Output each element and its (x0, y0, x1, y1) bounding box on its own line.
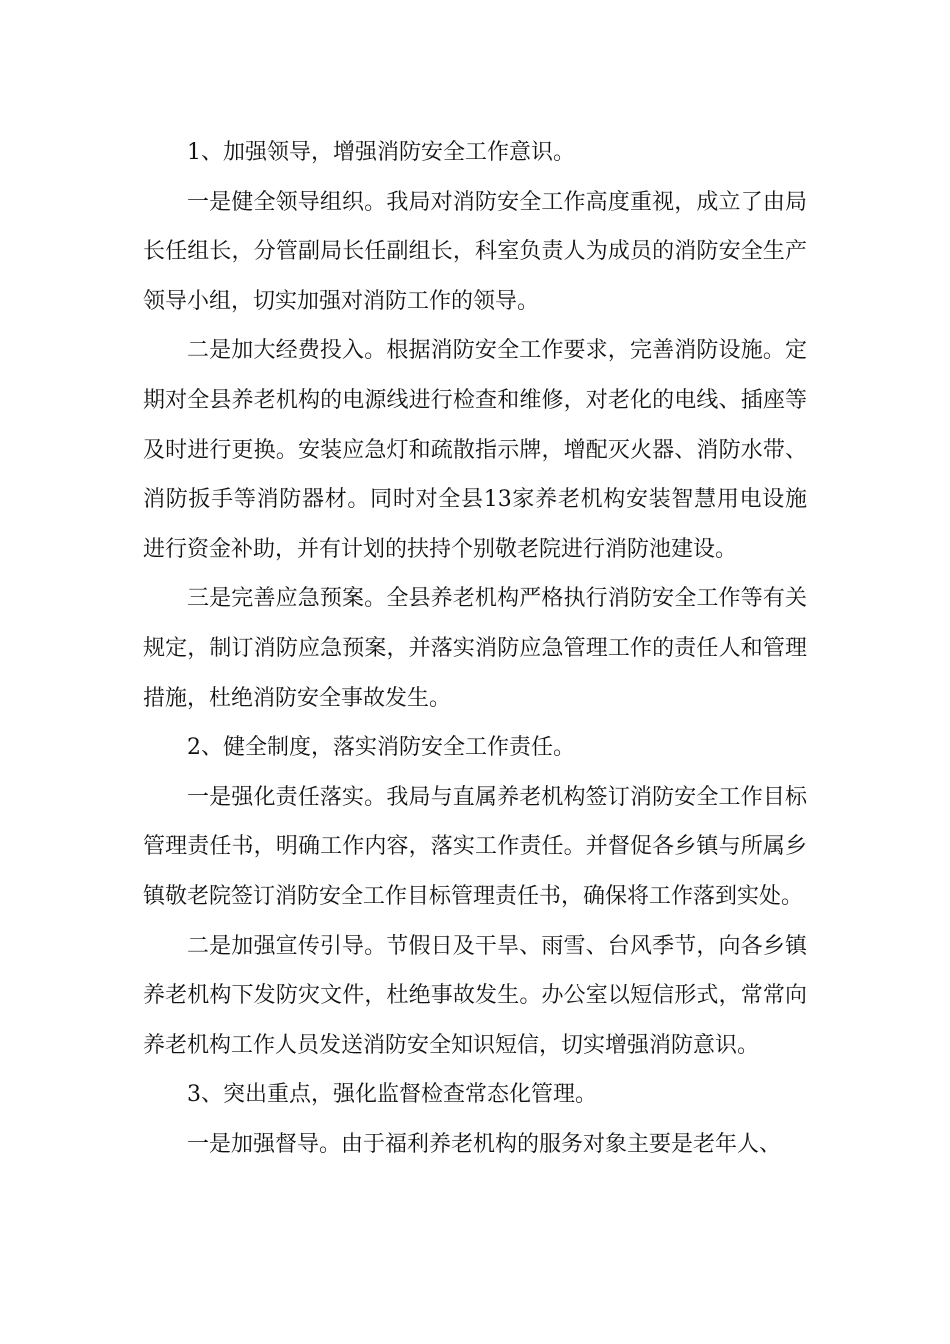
section-heading-1: 1、加强领导，增强消防安全工作意识。 (187, 140, 575, 165)
paragraph-publicity: 二是加强宣传引导。节假日及干旱、雨雪、台风季节，向各乡镇养老机构下发防灾文件，杜绝事故发生。办公室以短信形式，常常向养老机构工作人员发送消防安全知识短信，切实增强消防意识。 (143, 933, 807, 1058)
paragraph-funding-investment: 二是加大经费投入。根据消防安全工作要求，完善消防设施。定期对全县养老机构的电源线进行检查和维修，对老化的电线、插座等及时进行更换。安装应急灯和疏散指示牌，增配灭火器、消防水带、消防扳手等消防器材。同时对全县13家养老机构安装智慧用电设施进行资金补助，并有计划的扶持个别敬老院进行消防池建设。 (143, 338, 807, 562)
paragraph-leadership-organization: 一是健全领导组织。我局对消防安全工作高度重视，成立了由局长任组长，分管副局长任副组长，科室负责人为成员的消防安全生产领导小组，切实加强对消防工作的领导。 (143, 189, 807, 314)
document-body (143, 128, 807, 1169)
section-heading-3: 3、突出重点，强化监督检查常态化管理。 (187, 1082, 597, 1108)
section-heading-2: 2、健全制度，落实消防安全工作责任。 (187, 735, 575, 761)
paragraph-supervision: 一是加强督导。由于福利养老机构的服务对象主要是老年人、 (187, 1131, 782, 1157)
paragraph-emergency-plan: 三是完善应急预案。全县养老机构严格执行消防安全工作等有关规定，制订消防应急预案，并落实消防应急管理工作的责任人和管理措施，杜绝消防安全事故发生。 (143, 586, 807, 711)
paragraph-responsibility: 一是强化责任落实。我局与直属养老机构签订消防安全工作目标管理责任书，明确工作内容，落实工作责任。并督促各乡镇与所属乡镇敬老院签订消防安全工作目标管理责任书，确保将工作落到实处。 (143, 784, 807, 909)
